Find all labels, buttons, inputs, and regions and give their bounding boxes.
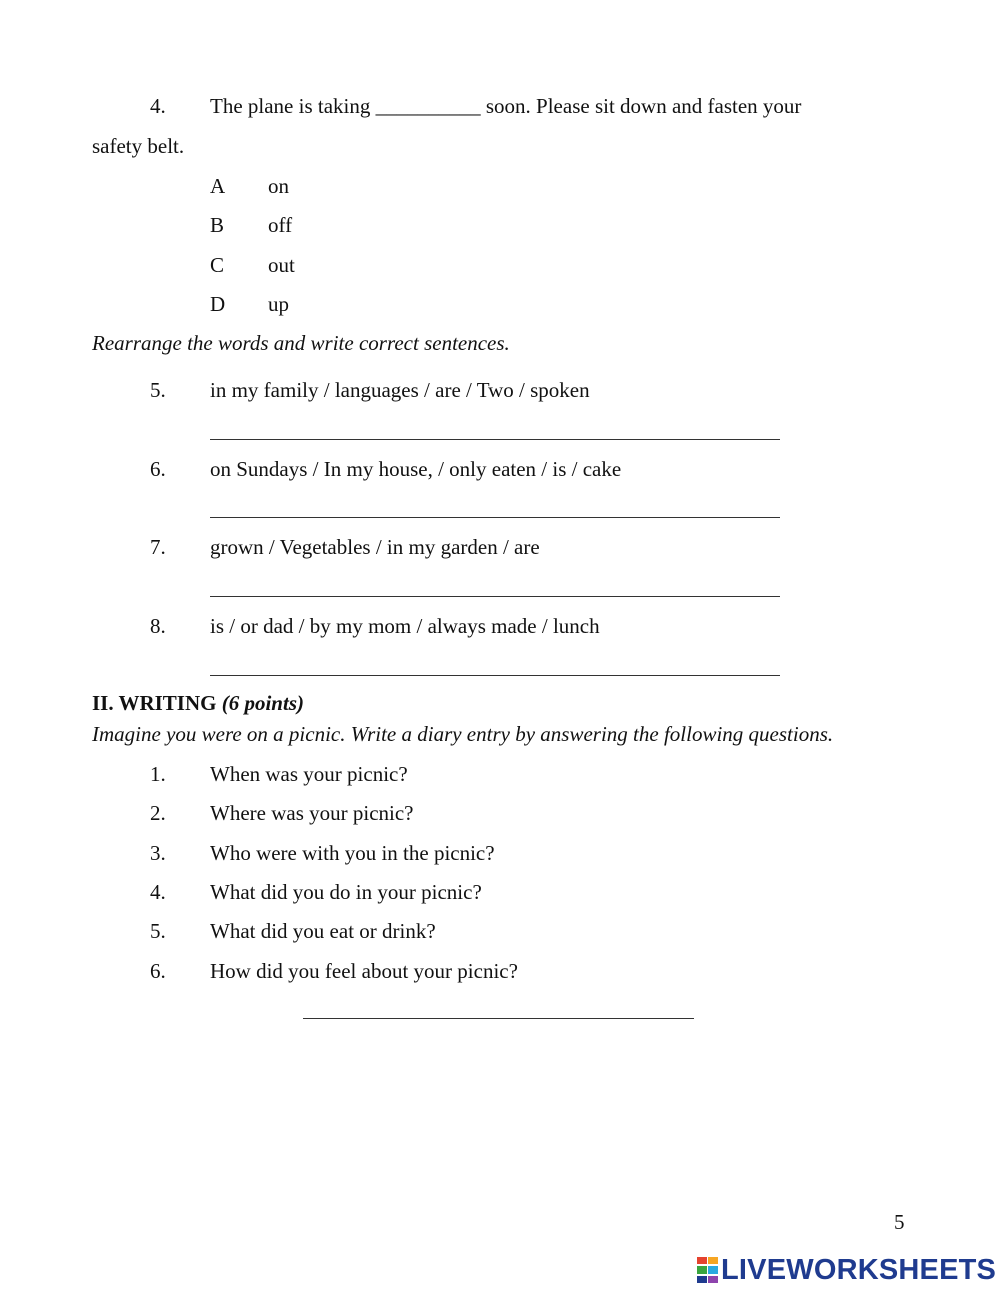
option-d-text[interactable]: up [268,292,289,316]
liveworksheets-logo-icon [697,1257,719,1283]
writing-question-4-number: 4. [150,880,166,904]
option-b-letter: B [210,213,225,237]
question-4-text-continued: safety belt. [92,134,185,158]
writing-question-6-text: How did you feel about your picnic? [210,959,518,983]
page-number: 5 [894,1210,905,1234]
question-5-number: 5. [150,378,166,402]
writing-question-2-number: 2. [150,801,166,825]
question-6-number: 6. [150,457,166,481]
writing-instruction: Imagine you were on a picnic. Write a diary entry by answering the following questions. [92,722,834,746]
writing-heading-title: II. WRITING [92,691,217,715]
writing-question-1-number: 1. [150,762,166,786]
question-8-text: is / or dad / by my mom / always made / lunch [210,614,600,638]
question-4-number: 4. [150,94,166,118]
writing-question-4-text: What did you do in your picnic? [210,880,482,904]
question-7-number: 7. [150,535,166,559]
liveworksheets-logo [697,1253,997,1286]
writing-heading [92,693,304,714]
writing-question-5-text: What did you eat or drink? [210,919,436,943]
option-b-text[interactable]: off [268,213,293,237]
option-a-text[interactable]: on [268,174,289,198]
answer-line-5[interactable] [210,439,780,440]
question-7-text: grown / Vegetables / in my garden / are [210,535,540,559]
writing-points: (6 points) [221,691,304,715]
answer-line-7[interactable] [210,596,780,597]
writing-question-2-text: Where was your picnic? [210,801,414,825]
question-4-text: The plane is taking __________ soon. Please sit down and fasten your [210,94,802,118]
writing-answer-line[interactable] [303,1018,694,1019]
question-8-number: 8. [150,614,166,638]
answer-line-6[interactable] [210,517,780,518]
option-c-letter: C [210,253,225,277]
writing-question-3-number: 3. [150,841,166,865]
writing-question-1-text: When was your picnic? [210,762,408,786]
option-c-text[interactable]: out [268,253,295,277]
writing-question-6-number: 6. [150,959,166,983]
option-a-letter: A [210,174,226,198]
question-6-text: on Sundays / In my house, / only eaten / is / cake [210,457,622,481]
liveworksheets-logo-text: LIVEWORKSHEETS [721,1253,997,1286]
writing-question-5-number: 5. [150,919,166,943]
option-d-letter: D [210,292,226,316]
question-5-text: in my family / languages / are / Two / spoken [210,378,590,402]
rearrange-instruction: Rearrange the words and write correct sentences. [92,331,510,355]
writing-question-3-text: Who were with you in the picnic? [210,841,495,865]
answer-line-8[interactable] [210,675,780,676]
